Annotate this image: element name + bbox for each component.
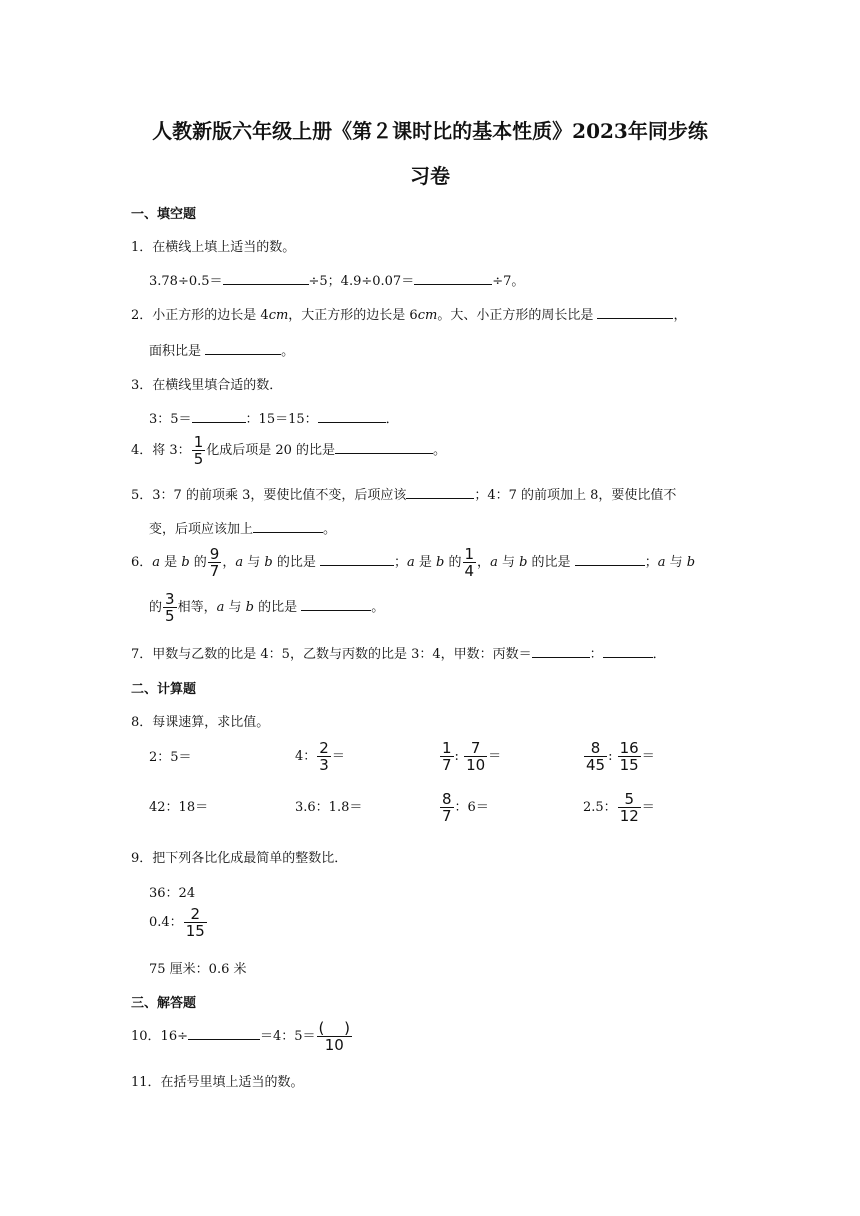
- section-heading: 一、填空题: [131, 207, 197, 222]
- answer-blank[interactable]: [335, 441, 433, 454]
- calc-item: 4： $\frac{2}{3}$ ＝: [295, 739, 345, 774]
- fraction: $\frac{( )}{10}$: [318, 1019, 351, 1054]
- unit: cm: [417, 308, 438, 323]
- text: 的比是: [527, 555, 571, 570]
- answer-blank[interactable]: [205, 342, 281, 355]
- fraction: $\frac{9}{7}$: [209, 545, 220, 580]
- var: a: [152, 555, 161, 570]
- text: 的: [149, 600, 163, 615]
- var: b: [264, 555, 273, 570]
- text: 的比是: [272, 555, 316, 570]
- answer-blank[interactable]: [603, 645, 653, 658]
- question-3-body: [149, 408, 399, 427]
- answer-blank[interactable]: [301, 598, 371, 611]
- text: ：15＝15：: [245, 412, 318, 427]
- calc-item: $\frac{8}{45}$ : $\frac{16}{15}$ ＝: [586, 739, 655, 774]
- var: b: [519, 555, 528, 570]
- text: 。: [433, 443, 447, 458]
- text: 面积比是: [149, 344, 202, 359]
- answer-blank[interactable]: [223, 272, 309, 285]
- text: ．: [385, 412, 399, 427]
- var: a: [235, 555, 244, 570]
- answer-blank[interactable]: [318, 410, 386, 423]
- var: a: [657, 555, 666, 570]
- calc-item: 2：5＝: [149, 750, 192, 765]
- text: 2．小正方形的边长是 4: [131, 308, 269, 323]
- page-title: 人教新版六年级上册《第２课时比的基本性质》2023年同步练: [152, 119, 708, 143]
- answer-blank[interactable]: [575, 553, 645, 566]
- text: 的比是: [253, 600, 298, 615]
- calc-item: $\frac{8}{7}$ ：6＝: [442, 790, 489, 825]
- ratio-item: 75 厘米：0.6 米: [149, 962, 247, 977]
- question-1-body: [149, 270, 524, 289]
- calc-item: 3.6：1.8＝: [295, 800, 363, 815]
- text: 变，后项应该加上: [149, 522, 254, 537]
- answer-blank[interactable]: [192, 410, 246, 423]
- text: ；4：7 的前项加上 8，要使比值不: [474, 488, 677, 503]
- text: 相等，: [177, 600, 217, 615]
- text: 是: [160, 555, 182, 570]
- question-5-cont: [149, 518, 336, 537]
- answer-blank[interactable]: [597, 306, 673, 319]
- text: 与: [665, 555, 687, 570]
- ratio-item: 0.4： $\frac{2}{15}$: [149, 905, 205, 940]
- text: 与: [224, 600, 246, 615]
- var: b: [245, 600, 254, 615]
- answer-blank[interactable]: [320, 553, 394, 566]
- text: 是: [414, 555, 437, 570]
- text: ：: [589, 647, 603, 662]
- question-11: 11．在括号里填上适当的数。: [131, 1075, 304, 1090]
- unit: cm: [268, 308, 289, 323]
- text: ，: [477, 555, 491, 570]
- text: 。: [281, 344, 295, 359]
- text: ，大正方形的边长是 6: [288, 308, 418, 323]
- text: 化成后项是 20 的比是: [206, 443, 336, 458]
- answer-blank[interactable]: [532, 645, 590, 658]
- question-6-cont: [149, 591, 384, 624]
- var: a: [407, 555, 415, 570]
- text: 与: [243, 555, 265, 570]
- answer-blank[interactable]: [253, 520, 323, 533]
- ratio-item: 36：24: [149, 886, 196, 901]
- var: b: [181, 555, 190, 570]
- section-heading: 三、解答题: [131, 996, 197, 1011]
- section-heading: 二、计算题: [131, 682, 197, 697]
- text: 5．3：7 的前项乘 3，要使比值不变，后项应该: [131, 488, 407, 503]
- text: 3.78÷0.5＝: [149, 274, 223, 289]
- text: 。: [371, 600, 385, 615]
- text: 的: [189, 555, 207, 570]
- text: 7．甲数与乙数的比是 4：5，乙数与丙数的比是 3：4，甲数：丙数＝: [131, 647, 532, 662]
- text: 10．16÷: [131, 1029, 188, 1044]
- answer-blank[interactable]: [414, 272, 492, 285]
- question-9: 9．把下列各比化成最简单的整数比．: [131, 851, 348, 866]
- text: ；: [393, 555, 407, 570]
- question-8: 8．每课速算，求比值。: [131, 715, 270, 730]
- question-3: 3．在横线里填合适的数．: [131, 378, 283, 393]
- fraction: $\frac{1}{5}$: [193, 433, 204, 468]
- question-5: [131, 484, 676, 503]
- text: 4．将 3：: [131, 443, 191, 458]
- page-title-cont: 习卷: [410, 164, 450, 188]
- text: 的: [444, 555, 462, 570]
- fraction: $\frac{1}{4}$: [464, 545, 475, 580]
- question-1: 1．在横线上填上适当的数。: [131, 240, 296, 255]
- text: ．: [652, 647, 666, 662]
- question-4: [131, 434, 446, 467]
- var: b: [686, 555, 696, 570]
- text: ÷7。: [492, 274, 525, 289]
- calc-item: $\frac{1}{7}$ : $\frac{7}{10}$ ＝: [442, 739, 502, 774]
- fraction: $\frac{3}{5}$: [165, 590, 175, 625]
- text: ＝4：5＝: [259, 1029, 316, 1044]
- question-6: [131, 546, 695, 579]
- text: 3：5＝: [149, 412, 192, 427]
- text: 。大、小正方形的周长比是: [437, 308, 594, 323]
- question-2: [131, 304, 686, 323]
- calc-item: 2.5： $\frac{5}{12}$ ＝: [583, 790, 655, 825]
- text: ，: [222, 555, 236, 570]
- text: 6．: [131, 555, 153, 570]
- var: a: [216, 600, 225, 615]
- text: ，: [673, 308, 687, 323]
- answer-blank[interactable]: [188, 1027, 260, 1040]
- text: 。: [323, 522, 337, 537]
- text: ÷5；4.9÷0.07＝: [308, 274, 415, 289]
- question-7: [131, 643, 666, 662]
- text: ；: [644, 555, 658, 570]
- text: 与: [497, 555, 520, 570]
- var: a: [490, 555, 498, 570]
- question-10: [131, 1020, 353, 1053]
- var: b: [436, 555, 445, 570]
- question-2-cont: [149, 340, 294, 359]
- calc-item: 42：18＝: [149, 800, 209, 815]
- answer-blank[interactable]: [406, 486, 474, 499]
